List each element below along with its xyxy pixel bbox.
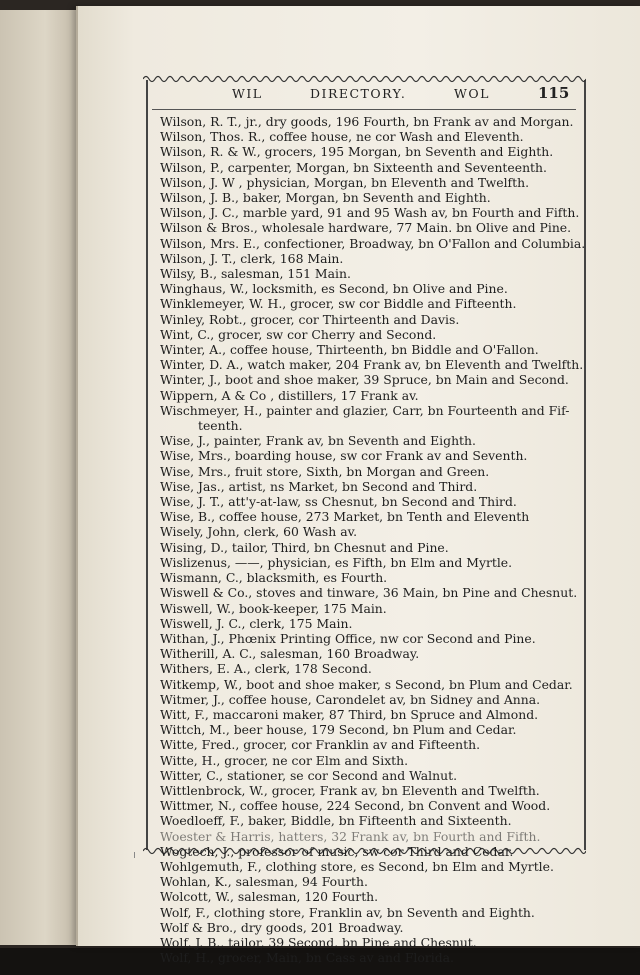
left-page-edge — [0, 10, 83, 945]
directory-entry: Wilson, J. B., baker, Morgan, bn Seventh and Eighth. — [160, 190, 491, 206]
directory-entry: Wischmeyer, H., painter and glazier, Carr, bn Fourteenth and Fif- — [160, 402, 570, 418]
directory-entry: Wilson, J. T., clerk, 168 Main. — [160, 250, 344, 266]
directory-entry: Wippern, A & Co , distillers, 17 Frank av. — [160, 387, 419, 403]
directory-entry: Witter, C., stationer, se cor Second and Walnut. — [160, 767, 458, 783]
header-rule — [152, 109, 576, 110]
directory-entry: Winklemeyer, W. H., grocer, sw cor Biddle and Fifteenth. — [160, 296, 517, 312]
directory-entry: Wise, Jas., artist, ns Market, bn Second and Third. — [160, 478, 478, 494]
directory-entry: Wilson, J. C., marble yard, 91 and 95 Wash av, bn Fourth and Fifth. — [160, 205, 580, 221]
directory-entry: Winter, J., boot and shoe maker, 39 Spruce, bn Main and Second. — [160, 372, 569, 388]
directory-entry: Wittch, M., beer house, 179 Second, bn Plum and Cedar. — [160, 722, 517, 738]
directory-entry: Withan, J., Phœnix Printing Office, nw cor Second and Pine. — [160, 630, 536, 646]
directory-entry: Woedloeff, F., baker, Biddle, bn Fifteenth and Sixteenth. — [160, 813, 512, 829]
directory-entry: Wise, Mrs., fruit store, Sixth, bn Morgan and Green. — [160, 463, 490, 479]
directory-entry: Wogtech, J., professor of music, sw cor Third and Cedar. — [160, 843, 514, 859]
directory-entry: Wiswell & Co., stoves and tinware, 36 Main, bn Pine and Chesnut. — [160, 585, 578, 601]
directory-entry: Wilsy, B., salesman, 151 Main. — [160, 266, 351, 282]
directory-entry: Wilson, R. & W., grocers, 195 Morgan, bn Seventh and Eighth. — [160, 144, 554, 160]
directory-entries — [160, 114, 586, 966]
directory-entry: Wohlgemuth, F., clothing store, es Second, bn Elm and Myrtle. — [160, 858, 554, 874]
directory-entry: Wilson, Thos. R., coffee house, ne cor Wash and Eleventh. — [160, 129, 524, 145]
directory-entry: Witmer, J., coffee house, Carondelet av, bn Sidney and Anna. — [160, 691, 541, 707]
directory-entry: Woester & Harris, hatters, 32 Frank av, bn Fourth and Fifth. — [160, 828, 541, 844]
directory-entry: Wolf & Bro., dry goods, 201 Broadway. — [160, 919, 404, 935]
directory-entry: Wise, B., coffee house, 273 Market, bn Tenth and Eleventh — [160, 509, 530, 525]
directory-entry-continuation: teenth. — [198, 418, 243, 434]
directory-entry: Wismann, C., blacksmith, es Fourth. — [160, 570, 388, 586]
directory-entry: Wohlan, K., salesman, 94 Fourth. — [160, 874, 368, 890]
directory-entry: Wilson, P., carpenter, Morgan, bn Sixteenth and Seventeenth. — [160, 159, 547, 175]
directory-entry: Winter, D. A., watch maker, 204 Frank av, bn Eleventh and Twelfth. — [160, 357, 584, 373]
directory-entry: Witkemp, W., boot and shoe maker, s Second, bn Plum and Cedar. — [160, 676, 573, 692]
directory-entry: Wilson, Mrs. E., confectioner, Broadway, bn O'Fallon and Columbia. — [160, 235, 586, 251]
directory-entry: Wising, D., tailor, Third, bn Chesnut and Pine. — [160, 539, 449, 555]
directory-entry: Wise, J. T., att'y-at-law, ss Chesnut, bn Second and Third. — [160, 494, 517, 510]
directory-entry: Winley, Robt., grocer, cor Thirteenth and Davis. — [160, 311, 460, 327]
directory-entry: Wise, J., painter, Frank av, bn Seventh and Eighth. — [160, 433, 476, 449]
directory-entry: Wittlenbrock, W., grocer, Frank av, bn Eleventh and Twelfth. — [160, 782, 540, 798]
header-title: DIRECTORY. — [310, 86, 407, 101]
page-number: 115 — [538, 84, 570, 102]
directory-entry: Wislizenus, ——, physician, es Fifth, bn Elm and Myrtle. — [160, 554, 513, 570]
header-left-guide-word: WIL — [232, 86, 263, 101]
directory-entry: Winghaus, W., locksmith, es Second, bn Olive and Pine. — [160, 281, 508, 297]
directory-entry: Wolf, J. B., tailor, 39 Second, bn Pine and Chesnut. — [160, 934, 477, 950]
directory-entry: Winter, A., coffee house, Thirteenth, bn Biddle and O'Fallon. — [160, 342, 539, 358]
running-header — [150, 86, 578, 108]
directory-entry: Wilson & Bros., wholesale hardware, 77 Main. bn Olive and Pine. — [160, 220, 572, 236]
directory-entry: Witte, H., grocer, ne cor Elm and Sixth. — [160, 752, 409, 768]
directory-entry: Wiswell, W., book-keeper, 175 Main. — [160, 600, 387, 616]
header-right-guide-word: WOL — [454, 86, 490, 101]
directory-entry: Wolf, H., grocer, Main, bn Cass av and Florida. — [160, 950, 454, 966]
directory-entry: Wittmer, N., coffee house, 224 Second, bn Convent and Wood. — [160, 798, 551, 814]
directory-entry: Witt, F., maccaroni maker, 87 Third, bn Spruce and Almond. — [160, 706, 539, 722]
directory-entry: Wilson, J. W , physician, Morgan, bn Eleventh and Twelfth. — [160, 174, 530, 190]
directory-entry: Wolf, F., clothing store, Franklin av, bn Seventh and Eighth. — [160, 904, 535, 920]
directory-entry: Wiswell, J. C., clerk, 175 Main. — [160, 615, 353, 631]
directory-entry: Wolcott, W., salesman, 120 Fourth. — [160, 889, 379, 905]
directory-entry: Wisely, John, clerk, 60 Wash av. — [160, 524, 358, 540]
directory-entry: Wise, Mrs., boarding house, sw cor Frank av and Seventh. — [160, 448, 528, 464]
directory-entry: Wint, C., grocer, sw cor Cherry and Second. — [160, 326, 437, 342]
directory-entry: Wilson, R. T., jr., dry goods, 196 Fourth, bn Frank av and Morgan. — [160, 114, 574, 129]
wavy-border-top — [143, 74, 586, 84]
directory-entry: Witherill, A. C., salesman, 160 Broadway. — [160, 646, 420, 662]
margin-mark — [134, 852, 139, 858]
directory-entry: Withers, E. A., clerk, 178 Second. — [160, 661, 372, 677]
directory-entry: Witte, Fred., grocer, cor Franklin av and Fifteenth. — [160, 737, 481, 753]
